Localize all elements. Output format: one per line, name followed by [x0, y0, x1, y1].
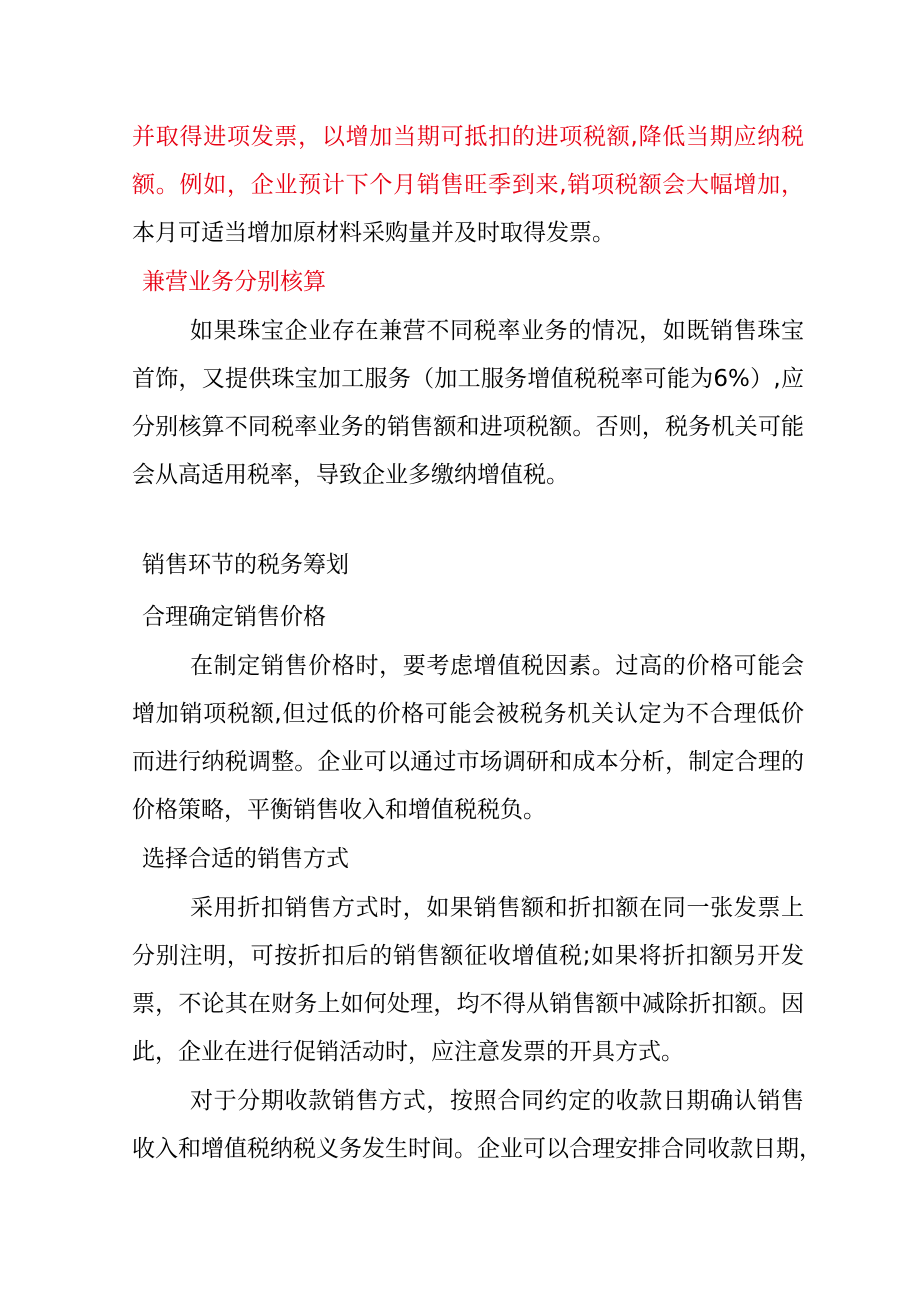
paragraph-3-line-4: 价格策略，平衡销售收入和增值税税负。 — [132, 797, 546, 823]
heading-sales-tax-planning: 销售环节的税务筹划 — [142, 552, 349, 578]
paragraph-2-line-3: 分别核算不同税率业务的销售额和进项税额。否则，税务机关可能 — [132, 414, 804, 440]
paragraph-4-line-2: 分别注明，可按折扣后的销售额征收增值税;如果将折扣额另开发 — [132, 943, 804, 969]
paragraph-5-line-1: 对于分期收款销售方式，按照合同约定的收款日期确认销售 — [190, 1088, 804, 1114]
paragraph-2-line-2: 首饰，又提供珠宝加工服务（加工服务增值税税率可能为6%）,应 — [132, 366, 804, 392]
heading-concurrent-business: 兼营业务分别核算 — [142, 269, 326, 295]
paragraph-5-line-2: 收入和增值税纳税义务发生时间。企业可以合理安排合同收款日期， — [132, 1136, 822, 1162]
paragraph-3-line-3: 而进行纳税调整。企业可以通过市场调研和成本分析，制定合理的 — [132, 749, 804, 775]
paragraph-4-line-4: 此，企业在进行促销活动时，应注意发票的开具方式。 — [132, 1039, 684, 1065]
paragraph-2-line-4: 会从高适用税率，导致企业多缴纳增值税。 — [132, 462, 569, 488]
paragraph-3-line-1: 在制定销售价格时，要考虑增值税因素。过高的价格可能会 — [190, 653, 804, 679]
paragraph-4-line-1: 采用折扣销售方式时，如果销售额和折扣额在同一张发票上 — [190, 895, 804, 921]
paragraph-2-line-1: 如果珠宝企业存在兼营不同税率业务的情况，如既销售珠宝 — [190, 318, 804, 344]
heading-sales-method: 选择合适的销售方式 — [142, 846, 349, 872]
paragraph-1-line-1: 并取得进项发票，以增加当期可抵扣的进项税额,降低当期应纳税 — [132, 124, 804, 150]
paragraph-4-line-3: 票，不论其在财务上如何处理，均不得从销售额中减除折扣额。因 — [132, 991, 804, 1017]
paragraph-1-line-3: 本月可适当增加原材料采购量并及时取得发票。 — [132, 220, 615, 246]
paragraph-3-line-2: 增加销项税额,但过低的价格可能会被税务机关认定为不合理低价 — [132, 701, 804, 727]
heading-pricing: 合理确定销售价格 — [142, 604, 326, 630]
paragraph-1-line-2: 额。例如，企业预计下个月销售旺季到来,销项税额会大幅增加， — [132, 172, 804, 198]
